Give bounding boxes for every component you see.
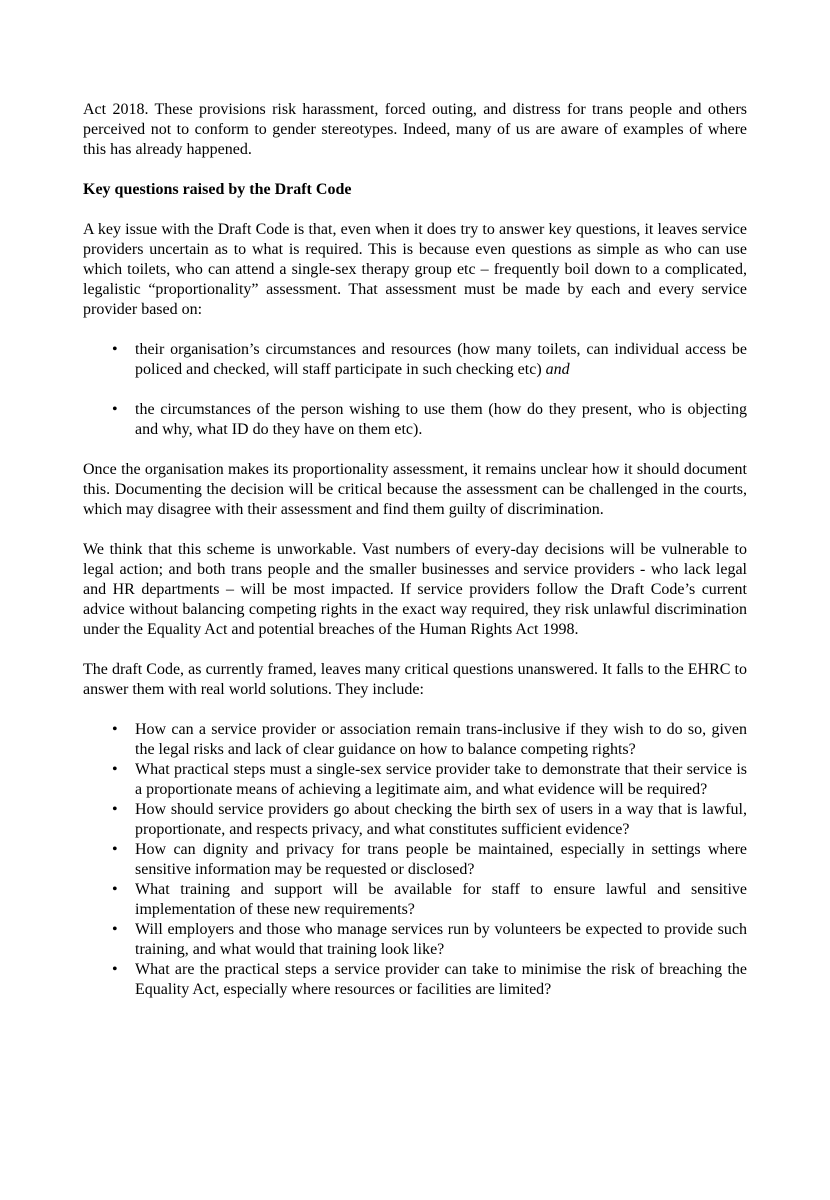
bullet-icon: •	[112, 761, 118, 778]
list-item	[83, 880, 747, 920]
bullet-icon: •	[112, 841, 118, 858]
list-item	[83, 840, 747, 880]
paragraph-unworkable: We think that this scheme is unworkable. Vast numbers of every-day decisions will be vulnerable to legal action; and both trans people and the smaller businesses and service providers - who lack legal and HR departments – will be most impacted. If service providers follow the Draft Code’s current advice without balancing competing rights in the exact way required, they risk unlawful discrimination under the Equality Act and potential breaches of the Human Rights Act 1998.	[83, 541, 747, 638]
bullet-text: the circumstances of the person wishing to use them (how do they present, who is objecting and why, what ID do they have on them etc).	[135, 401, 747, 438]
bullet-text: What practical steps must a single-sex service provider take to demonstrate that their service is a proportionate means of achieving a legitimate aim, and what evidence will be required?	[135, 761, 747, 798]
list-item	[83, 760, 747, 800]
bullet-text: How should service providers go about checking the birth sex of users in a way that is lawful, proportionate, and respects privacy, and what constitutes sufficient evidence?	[135, 801, 747, 838]
bullet-icon: •	[112, 341, 118, 358]
bullet-icon: •	[112, 881, 118, 898]
italic-suffix: and	[545, 361, 570, 378]
bullet-text: their organisation’s circumstances and resources (how many toilets, can individual access be policed and checked, will staff participate in such checking etc) and	[135, 341, 747, 378]
bullet-text: What training and support will be available for staff to ensure lawful and sensitive implementation of these new requirements?	[135, 881, 747, 918]
paragraph-draft-code: The draft Code, as currently framed, leaves many critical questions unanswered. It falls to the EHRC to answer them with real world solutions. They include:	[83, 661, 747, 698]
list-item	[83, 960, 747, 1000]
bullet-text: Will employers and those who manage services run by volunteers be expected to provide such training, and what would that training look like?	[135, 921, 747, 958]
bullet-icon: •	[112, 921, 118, 938]
list-item	[83, 400, 747, 440]
paragraph-key-issue: A key issue with the Draft Code is that, even when it does try to answer key questions, it leaves service providers uncertain as to what is required. This is because even questions as simple as who can use which toilets, who can attend a single-sex therapy group etc – frequently boil down to a complicated, legalistic “proportionality” assessment. That assessment must be made by each and every service provider based on:	[83, 221, 747, 318]
paragraph-intro: Act 2018. These provisions risk harassment, forced outing, and distress for trans people and others perceived not to conform to gender stereotypes. Indeed, many of us are aware of examples of where this has already happened.	[83, 101, 747, 158]
list-item	[83, 800, 747, 840]
question-bullet-list	[83, 720, 747, 1000]
bullet-icon: •	[112, 961, 118, 978]
list-item	[83, 920, 747, 960]
list-item	[83, 720, 747, 760]
assessment-bullet-list	[83, 340, 747, 440]
paragraph-once: Once the organisation makes its proportionality assessment, it remains unclear how it should document this. Documenting the decision will be critical because the assessment can be challenged in the courts, which may disagree with their assessment and find them guilty of discrimination.	[83, 461, 747, 518]
bullet-text: How can dignity and privacy for trans people be maintained, especially in settings where sensitive information may be requested or disclosed?	[135, 841, 747, 878]
bullet-icon: •	[112, 801, 118, 818]
bullet-icon: •	[112, 721, 118, 738]
bullet-text: What are the practical steps a service provider can take to minimise the risk of breaching the Equality Act, especially where resources or facilities are limited?	[135, 961, 747, 998]
bullet-icon: •	[112, 401, 118, 418]
list-item	[83, 340, 747, 380]
bullet-text: How can a service provider or association remain trans-inclusive if they wish to do so, given the legal risks and lack of clear guidance on how to balance competing rights?	[135, 721, 747, 758]
section-heading: Key questions raised by the Draft Code	[83, 181, 352, 198]
